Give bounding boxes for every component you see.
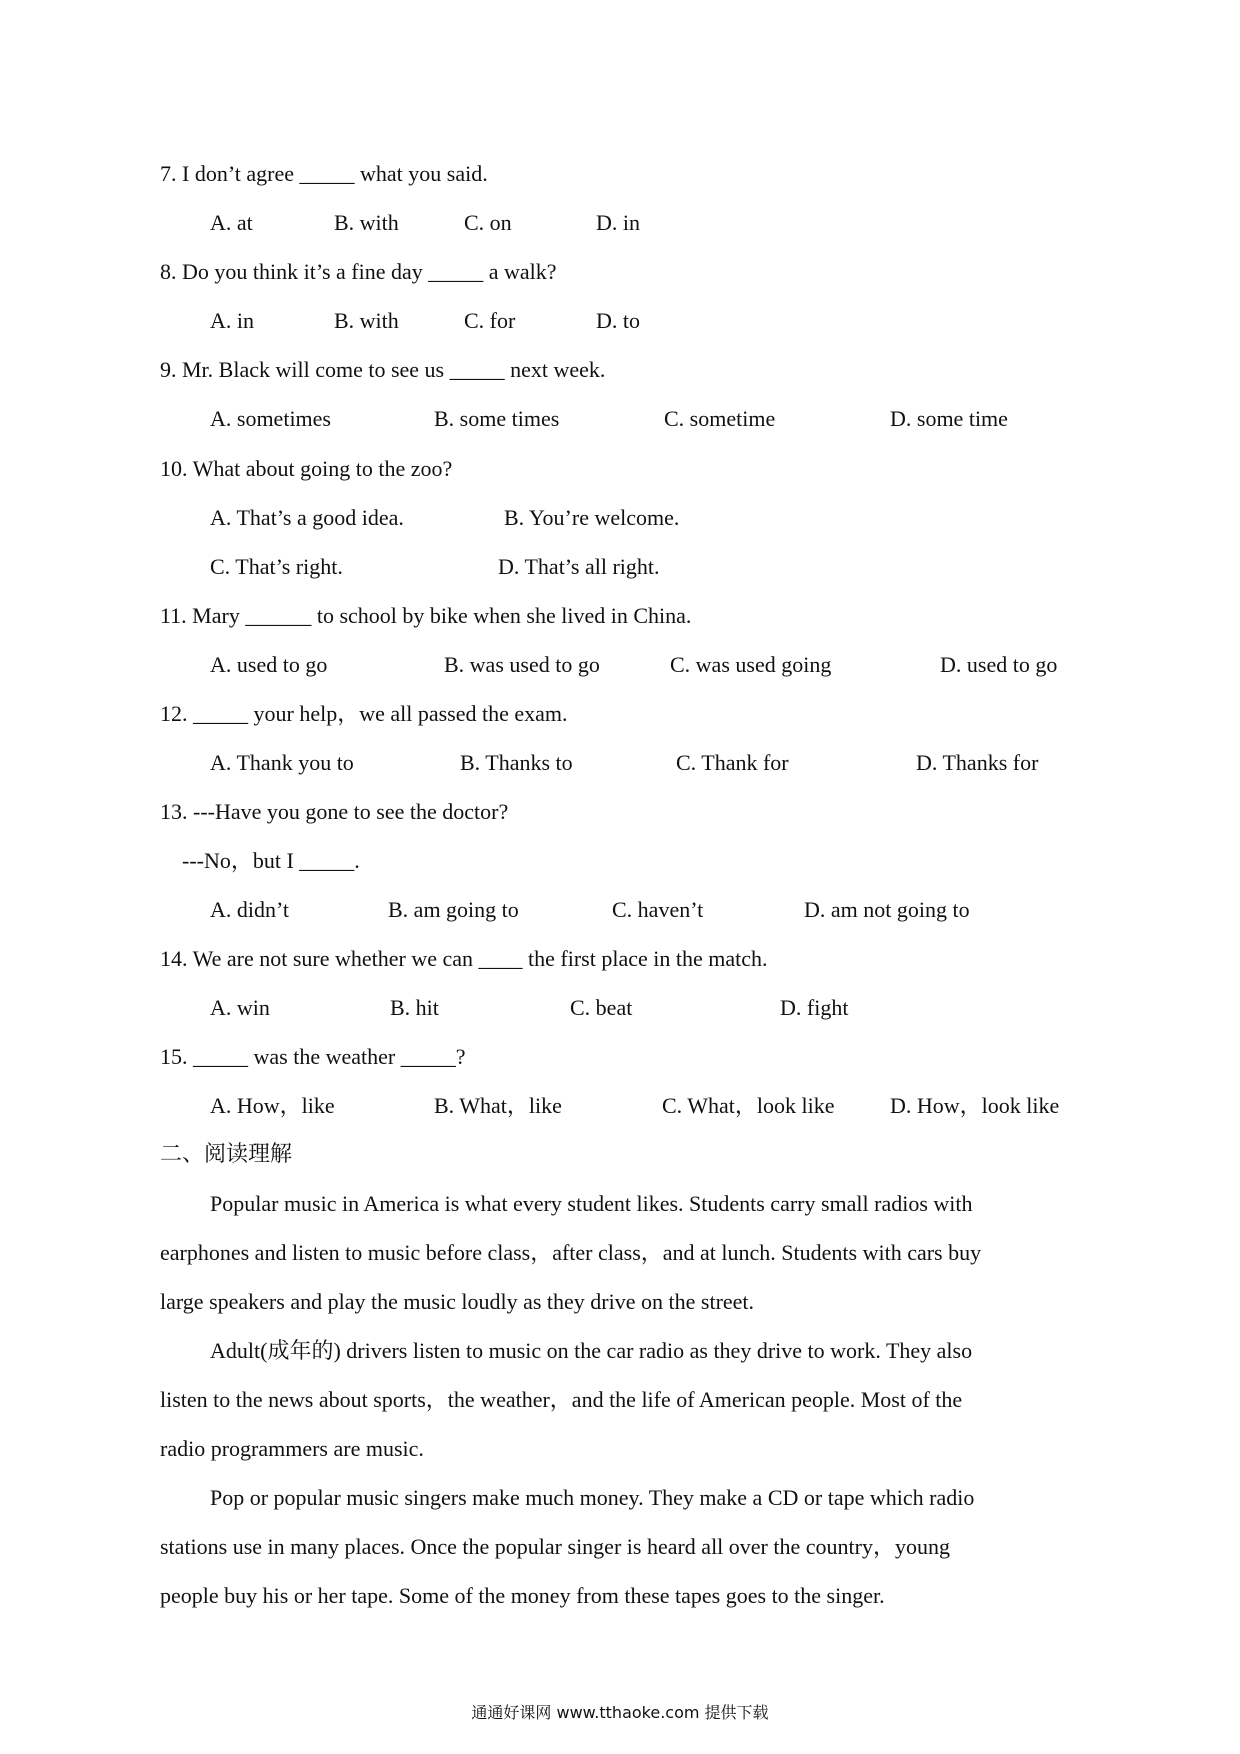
question-13-option-d: D. am not going to: [804, 897, 970, 922]
question-7-option-a: A. at: [210, 210, 253, 235]
question-8-option-d: D. to: [596, 308, 640, 333]
section-heading: 二、阅读理解: [160, 1142, 293, 1167]
question-11-option-c: C. was used going: [670, 652, 832, 677]
question-13-stem-reply: ---No，but I _____.: [182, 848, 360, 873]
question-13-option-c: C. haven’t: [612, 897, 704, 922]
question-10-option-a: A. That’s a good idea.: [210, 505, 404, 530]
question-11-stem: 11. Mary ______ to school by bike when she lived in China.: [160, 603, 692, 628]
question-10-option-c: C. That’s right.: [210, 554, 343, 579]
question-8-option-c: C. for: [464, 308, 516, 333]
question-7-option-c: C. on: [464, 210, 512, 235]
question-8-stem: 8. Do you think it’s a fine day _____ a walk?: [160, 259, 557, 284]
question-9-option-c: C. sometime: [664, 406, 776, 431]
question-12-option-c: C. Thank for: [676, 750, 789, 775]
question-12-stem: 12. _____ your help，we all passed the exam.: [160, 701, 568, 726]
passage-line: radio programmers are music.: [160, 1436, 424, 1461]
question-7-option-d: D. in: [596, 210, 640, 235]
question-9-stem: 9. Mr. Black will come to see us _____ next week.: [160, 357, 606, 382]
question-13-stem: 13. ---Have you gone to see the doctor?: [160, 799, 509, 824]
question-15-stem: 15. _____ was the weather _____?: [160, 1044, 466, 1069]
question-7-stem: 7. I don’t agree _____ what you said.: [160, 161, 488, 186]
question-14-option-d: D. fight: [780, 995, 849, 1020]
question-9-option-d: D. some time: [890, 406, 1008, 431]
passage-line: listen to the news about sports，the weather，and the life of American people. Most of the: [160, 1387, 963, 1412]
question-15-option-a: A. How，like: [210, 1093, 335, 1118]
page-footer: 通通好课网 www.tthaoke.com 提供下载: [471, 1703, 769, 1722]
question-9-option-b: B. some times: [434, 406, 560, 431]
passage-line: people buy his or her tape. Some of the money from these tapes goes to the singer.: [160, 1583, 885, 1608]
question-14-stem: 14. We are not sure whether we can ____ the first place in the match.: [160, 946, 768, 971]
passage-line: Adult(成年的) drivers listen to music on the car radio as they drive to work. They also: [210, 1338, 973, 1363]
question-11-option-a: A. used to go: [210, 652, 328, 677]
question-10-option-b: B. You’re welcome.: [504, 505, 680, 530]
question-12-option-b: B. Thanks to: [460, 750, 573, 775]
question-14-option-c: C. beat: [570, 995, 633, 1020]
question-12-option-a: A. Thank you to: [210, 750, 354, 775]
question-15-option-c: C. What，look like: [662, 1093, 835, 1118]
passage-line: earphones and listen to music before class，after class，and at lunch. Students with cars buy: [160, 1240, 982, 1265]
question-8-option-b: B. with: [334, 308, 399, 333]
question-8-option-a: A. in: [210, 308, 254, 333]
question-11-option-b: B. was used to go: [444, 652, 600, 677]
passage-line: Pop or popular music singers make much money. They make a CD or tape which radio: [210, 1485, 975, 1510]
passage-line: stations use in many places. Once the popular singer is heard all over the country，young: [160, 1534, 950, 1559]
passage-line: Popular music in America is what every student likes. Students carry small radios with: [210, 1191, 973, 1216]
question-7-option-b: B. with: [334, 210, 399, 235]
question-13-option-b: B. am going to: [388, 897, 519, 922]
question-13-option-a: A. didn’t: [210, 897, 290, 922]
question-15-option-b: B. What，like: [434, 1093, 562, 1118]
question-10-stem: 10. What about going to the zoo?: [160, 456, 453, 481]
question-15-option-d: D. How，look like: [890, 1093, 1060, 1118]
question-10-option-d: D. That’s all right.: [498, 554, 660, 579]
question-11-option-d: D. used to go: [940, 652, 1058, 677]
question-9-option-a: A. sometimes: [210, 406, 331, 431]
question-14-option-b: B. hit: [390, 995, 439, 1020]
passage-line: large speakers and play the music loudly as they drive on the street.: [160, 1289, 755, 1314]
question-12-option-d: D. Thanks for: [916, 750, 1039, 775]
question-14-option-a: A. win: [210, 995, 270, 1020]
